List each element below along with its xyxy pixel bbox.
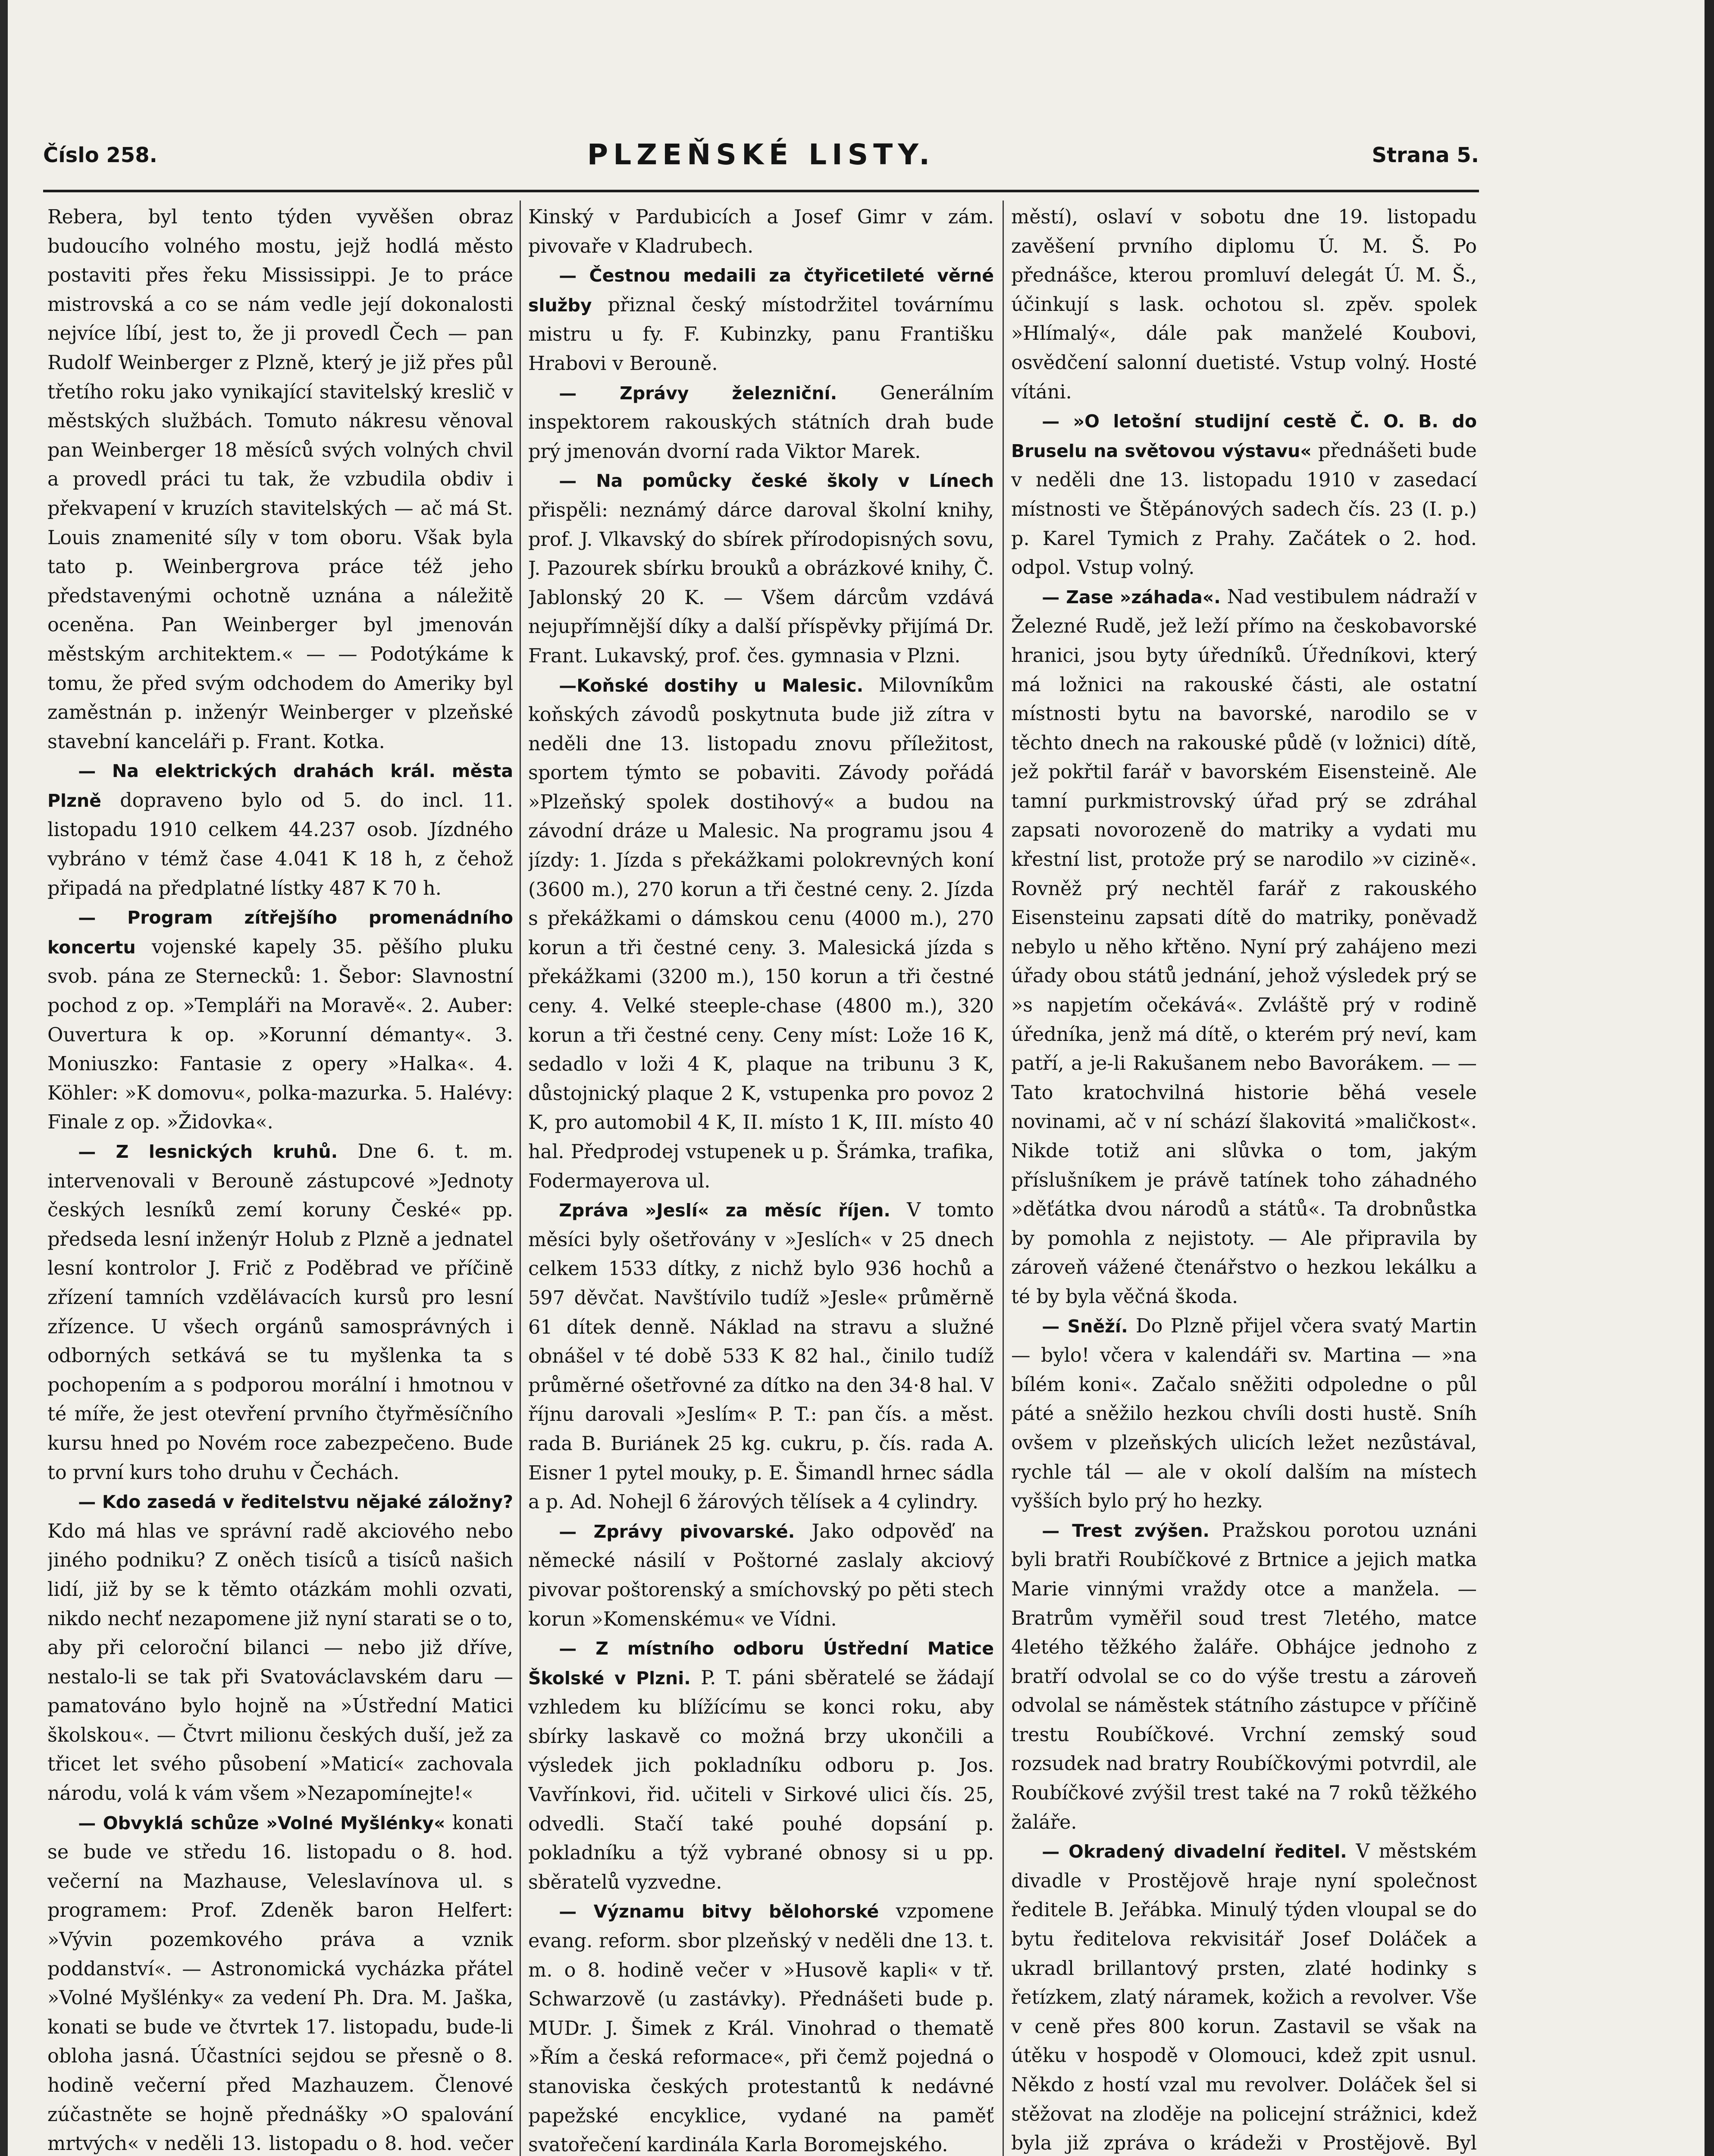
article-paragraph	[1011, 1312, 1477, 1516]
text-column-3	[1011, 203, 1477, 2156]
article-paragraph	[528, 1196, 994, 1517]
article-body: Kinský v Pardubicích a Josef Gimr v zám. pivovaře v Kladrubech.	[528, 206, 994, 257]
article-body: Dne 6. t. m. intervenovali v Berouně zástupcové »Jednoty českých lesníků zemí koruny České« pp. předseda lesní inženýr Holub z Plzně a jednatel lesní kontrolor J. Frič z Poděbrad ve příčině zřízení tamních vzdělávacích kursů pro lesní zřízence. U všech orgánů samosprávných i odborných setkává se tu myšlenka ta s pochopením a s podporou morální i hmotnou v té míře, že jest otevření prvního čtyřměsíčního kursu hned po Novém roce zabezpečeno. Bude to první kurs toho druhu v Čechách.	[47, 1141, 513, 1484]
article-headline: — Zprávy pivovarské.	[559, 1521, 795, 1542]
article-body: konati se bude ve středu 16. listopadu o 8. hod. večerní na Mazhause, Veleslavínova ul. s programem: Prof. Zdeněk baron Helfert: »Vývin pozemkového práva a vznik poddanství«. — Astronomická vycházka přátel »Volné Myšlénky« za vedení Ph. Dra. M. Jaška, konati se bude ve čtvrtek 17. listopadu, bude-li obloha jasná. Účastníci sejdou se přesně o 8. hodině večerní před Mazhauzem. Členové zúčastněte se hojně přednášky »O spalování mrtvých« v neděli 13. listopadu o 8. hod. večer	[47, 1811, 513, 2155]
column-divider	[520, 201, 521, 2156]
article-body: V tomto měsíci byly ošetřovány v »Jeslích« v 25 dnech celkem 1533 dítky, z nichž bylo 936 hochů a 597 děvčat. Navštívilo tudíž »Jesle« průměrně 61 dítek denně. Náklad na stravu a služné obnášel v té době 533 K 82 hal., činilo tudíž průměrné ošetřovné za dítko na den 34·8 hal. V říjnu darovali »Jeslím« P. T.: pan čís. a měst. rada B. Buriánek 25 kg. cukru, p. čís. rada A. Eisner 1 pytel mouky, p. E. Šimandl hrnec sádla a p. Ad. Nohejl 6 žárových tělísek a 4 cylindry.	[528, 1199, 994, 1514]
article-headline: — Na pomůcky české školy v Línech	[559, 470, 994, 492]
article-paragraph	[528, 261, 994, 378]
article-body: V městském divadle v Prostějově hraje nyní společnost ředitele B. Jeřábka. Minulý týden vloupal se do bytu ředitelova rekvisitář Josef Doláček a ukradl brillantový prsten, zlaté hodinky s řetízkem, zlatý náramek, kožich a revolver. Vše v ceně přes 800 korun. Zastavil se však na útěku v hospodě v Olomouci, kdež zpit usnul. Někdo z hostí vzal mu revolver. Doláček šel si stěžovat na zloděje na policejní strážnici, kdež byla již zpráva o krádeži v Prostějově. Byl	[1011, 1840, 1477, 2155]
article-headline: — Zase »záhada«.	[1042, 586, 1221, 608]
article-body: Do Plzně přijel včera svatý Martin — bylo! včera v kalendáři sv. Martina — »na bílém koni«. Začalo sněžiti odpoledne o půl páté a sněžilo hezkou chvíli dosti hustě. Sníh ovšem v plzeňských ulicích ležet nezůstával, rychle tál — ale v okolí dalším na místech vyšších bylo prý ho hezky.	[1011, 1315, 1477, 1513]
text-column-1	[47, 203, 513, 2156]
page-number: Strana 5.	[1372, 143, 1479, 167]
article-headline: Zpráva »Jeslí« za měsíc říjen.	[559, 1200, 890, 1221]
article-paragraph	[528, 379, 994, 467]
newspaper-title: PLZEŇSKÉ LISTY.	[587, 138, 935, 171]
article-headline: — Trest zvýšen.	[1042, 1520, 1210, 1541]
article-paragraph	[47, 1487, 513, 1808]
article-headline: —Koňské dostihy u Malesic.	[559, 675, 864, 696]
article-body: P. T. páni sběratelé se žádají vzhledem ku blížícímu se konci roku, aby sbírky laskavě co možná brzy ukončili a výsledek jich pokladníku odboru p. Jos. Vavřínkovi, řid. učiteli v Sirkové ulici čís. 25, odvedli. Stačí také pouhé dopsání p. pokladníku a týž vybrané obnosy si u pp. sběratelů vyzvedne.	[528, 1667, 994, 1893]
article-paragraph	[1011, 1837, 1477, 2156]
article-headline: — Kdo zasedá v ředitelstvu nějaké záložny?	[78, 1492, 513, 1513]
article-headline: — Čestnou medaili za čtyřicetileté věrné služby	[528, 265, 994, 316]
article-paragraph	[528, 1897, 994, 2156]
article-body: přispěli: neznámý dárce daroval školní knihy, prof. J. Vlkavský do sbírek přírodopisných sovu, J. Pazourek sbírku brouků a obrázkové knihy, Č. Jablonský 20 K. — Všem dárcům vzdává nejupřímnější díky a další příspěvky přijímá Dr. Frant. Lukavský, prof. čes. gymnasia v Plzni.	[528, 499, 994, 667]
page-header	[43, 138, 1479, 185]
article-body: přednášeti bude v neděli dne 13. listopadu 1910 v zasedací místnosti ve Štěpánových sadech čís. 23 (I. p.) p. Karel Tymich z Prahy. Začátek o 2. hod. odpol. Vstup volný.	[1011, 439, 1477, 579]
article-headline: — Sněží.	[1042, 1316, 1128, 1337]
article-headline: — Významu bitvy bělohorské	[559, 1901, 879, 1922]
article-headline: — »O letošní studijní cestě Č. O. B. do Bruselu na světovou výstavu«	[1011, 411, 1477, 461]
article-paragraph	[528, 203, 994, 261]
article-paragraph	[47, 1808, 513, 2156]
article-headline: — Na elektrických drahách král. města Plzně	[47, 761, 513, 811]
text-column-2	[528, 203, 994, 2156]
article-headline: — Zprávy železniční.	[559, 382, 837, 404]
article-body: Jako odpověď na německé násilí v Poštorné zaslaly akciový pivovar poštorenský a smíchovský po pěti stech korun »Komenskému« ve Vídni.	[528, 1520, 994, 1630]
article-headline: — Z lesnických kruhů.	[78, 1141, 338, 1162]
article-paragraph	[47, 903, 513, 1137]
article-paragraph	[528, 1634, 994, 1897]
article-paragraph	[47, 203, 513, 756]
article-body: přiznal český místodržitel továrnímu mistru u fy. F. Kubinzky, panu Františku Hrabovi v Berouně.	[528, 294, 994, 375]
article-body: Rebera, byl tento týden vyvěšen obraz budoucího volného mostu, jejž hodlá město postaviti přes řeku Mississippi. Je to práce mistrovská a co se nám vedle její dokonalosti nejvíce líbí, jest to, že ji provedl Čech — pan Rudolf Weinberger z Plzně, který je již přes půl třetího roku jako vynikající stavitelský kreslič v městských službách. Tomuto nákresu věnoval pan Weinberger 18 měsíců svých volných chvil a provedl práci tu tak, že vzbudila obdiv i překvapení v kruzích stavitelských — ač má St. Louis znamenité síly v tom oboru. Však byla tato p. Weinbergrova práce též jeho představenými ochotně uznána a náležitě oceněna. Pan Weinberger byl jmenován městským architektem.« — — Podotýkáme k tomu, že před svým odchodem do Ameriky byl zaměstnán p. inženýr Weinberger v plzeňské stavební kanceláři p. Frant. Kotka.	[47, 206, 513, 753]
article-paragraph	[528, 1517, 994, 1634]
header-rule	[43, 190, 1479, 192]
article-body: vojenské kapely 35. pěšího pluku svob. pána ze Sternecků: 1. Šebor: Slavnostní pochod z op. »Templáři na Moravě«. 2. Auber: Ouvertura k op. »Korunní démanty«. 3. Moniuszko: Fantasie z opery »Halka«. 4. Köhler: »K domovu«, polka-mazurka. 5. Halévy: Finale z op. »Židovka«.	[47, 936, 513, 1134]
article-paragraph	[528, 671, 994, 1196]
article-paragraph	[1011, 583, 1477, 1312]
column-divider	[1003, 201, 1004, 2156]
article-paragraph	[47, 756, 513, 903]
scan-edge-left	[0, 0, 8, 2156]
article-body: městí), oslaví v sobotu dne 19. listopadu zavěšení prvního diplomu Ú. M. Š. Po přednášce, kterou promluví delegát Ú. M. Š., účinkují s lask. ochotou sl. zpěv. spolek »Hlímalý«, dále pak manželé Koubovi, osvědčení salonní duetisté. Vstup volný. Hosté vítáni.	[1011, 206, 1477, 403]
article-headline: — Program zítřejšího promenádního koncertu	[47, 907, 513, 958]
article-paragraph	[1011, 203, 1477, 407]
article-headline: — Obvyklá schůze »Volné Myšlénky«	[78, 1812, 445, 1833]
article-paragraph	[528, 466, 994, 671]
article-paragraph	[1011, 1516, 1477, 1837]
issue-number: Číslo 258.	[43, 143, 157, 167]
article-body: Milovníkům koňských závodů poskytnuta bude již zítra v neděli dne 13. listopadu znovu příležitost, sportem týmto se pobaviti. Závody pořádá »Plzeňský spolek dostihový« a budou na závodní dráze u Malesic. Na programu jsou 4 jízdy: 1. Jízda s překážkami polokrevných koní (3600 m.), 270 korun a tři čestné ceny. 2. Jízda s překážkami o dámskou cenu (4000 m.), 270 korun a tři čestné ceny. 3. Malesická jízda s překážkami (3200 m.), 150 korun a tři čestné ceny. 4. Velké steeple-chase (4800 m.), 320 korun a tři čestné ceny. Ceny míst: Lože 16 K, sedadlo v loži 4 K, plaque na tribunu 3 K, důstojnický plaque 2 K, vstupenka pro povoz 2 K, pro automobil 4 K, II. místo 1 K, III. místo 40 hal. Předprodej vstupenek u p. Šrámka, trafika, Fodermayerova ul.	[528, 674, 994, 1192]
article-body: dopraveno bylo od 5. do incl. 11. listopadu 1910 celkem 44.237 osob. Jízdného vybráno v témž čase 4.041 K 18 h, z čehož připadá na předplatné lístky 487 K 70 h.	[47, 789, 513, 899]
article-headline: — Z místního odboru Ústřední Matice Školské v Plzni.	[528, 1638, 994, 1689]
article-body: vzpomene evang. reform. sbor plzeňský v neděli dne 13. t. m. o 8. hodině večer v »Husově kapli« v tř. Schwarzově (u zastávky). Přednášeti bude p. MUDr. J. Šimek z Král. Vinohrad o thematě »Řím a česká reformace«, při čemž pojedná o stanoviska českých protestantů k nedávné papežské encyklice, vydané na paměť svatořečení kardinála Karla Boromejského.	[528, 1900, 994, 2156]
article-paragraph	[1011, 407, 1477, 583]
article-headline: — Okradený divadelní ředitel.	[1042, 1841, 1347, 1862]
article-body: Pražskou porotou uznáni byli bratři Roubíčkové z Brtnice a jejich matka Marie vinnými vraždy otce a manžela. — Bratrům vyměřil soud trest 7letého, matce 4letého těžkého žaláře. Obhájce jednoho z bratří odvolal se co do výše trestu a zároveň odvolal se náměstek státního zástupce v příčině trestu Roubíčkové. Vrchní zemský soud rozsudek nad bratry Roubíčkovými potvrdil, ale Roubíčkové zvýšil trest také na 7 roků těžkého žaláře.	[1011, 1519, 1477, 1833]
article-body: Nad vestibulem nádraží v Železné Rudě, jež leží přímo na českobavorské hranici, jsou byty úředníků. Úředníkovi, který má ložnici na rakouské části, ale ostatní místnosti bytu na bavorské, narodilo se v těchto dnech na rakouské půdě (v ložnici) dítě, jež pokřtil farář v bavorském Eisensteině. Ale tamní purkmistrovský úřad prý se zdráhal zapsati novorozeně do matriky a vydati mu křestní list, protože prý se narodilo »v cizině«. Rovněž prý nechtěl farář z rakouského Eisensteinu zapsati dítě do matriky, poněvadž nebylo u něho křtěno. Nyní prý zahájeno mezi úřady obou států jednání, jehož výsledek prý se »s napjetím očekává«. Zvláště prý v rodině úředníka, jenž má dítě, o kterém prý neví, kam patří, a je-li Rakušanem nebo Bavorákem. — — Tato kratochvilná historie běhá vesele novinami, ač v ní schází šlakovitá »maličkost«. Nikde totiž ani slůvka o tom, jakým příslušníkem je právě tatínek toho záhadného »děťátka dvou národů a států«. Ta drobnůstka by pomohla z nejistoty. — Ale připravila by zároveň vážené čtenářstvo o hezkou lekálku a té by byla věčná škoda.	[1011, 586, 1477, 1308]
scan-edge-right	[1705, 0, 1714, 2156]
article-paragraph	[47, 1137, 513, 1487]
article-body: Kdo má hlas ve správní radě akciového nebo jiného podniku? Z oněch tisíců a tisíců našich lidí, již by se k těmto otázkám mohli ozvati, nikdo nechť nezapomene již nyní starati se o to, aby při celoroční bilanci — nebo již dříve, nestalo-li se tak při Svatováclavském daru — pamatováno bylo hojně na »Ústřední Matici školskou«. — Čtvrt milionu českých duší, jež za třicet let svého působení »Maticí« zachovala národu, volá k vám všem »Nezapomínejte!«	[47, 1520, 513, 1805]
article-body: Generálním inspektorem rakouských státních drah bude prý jmenován dvorní rada Viktor Marek.	[528, 382, 994, 463]
